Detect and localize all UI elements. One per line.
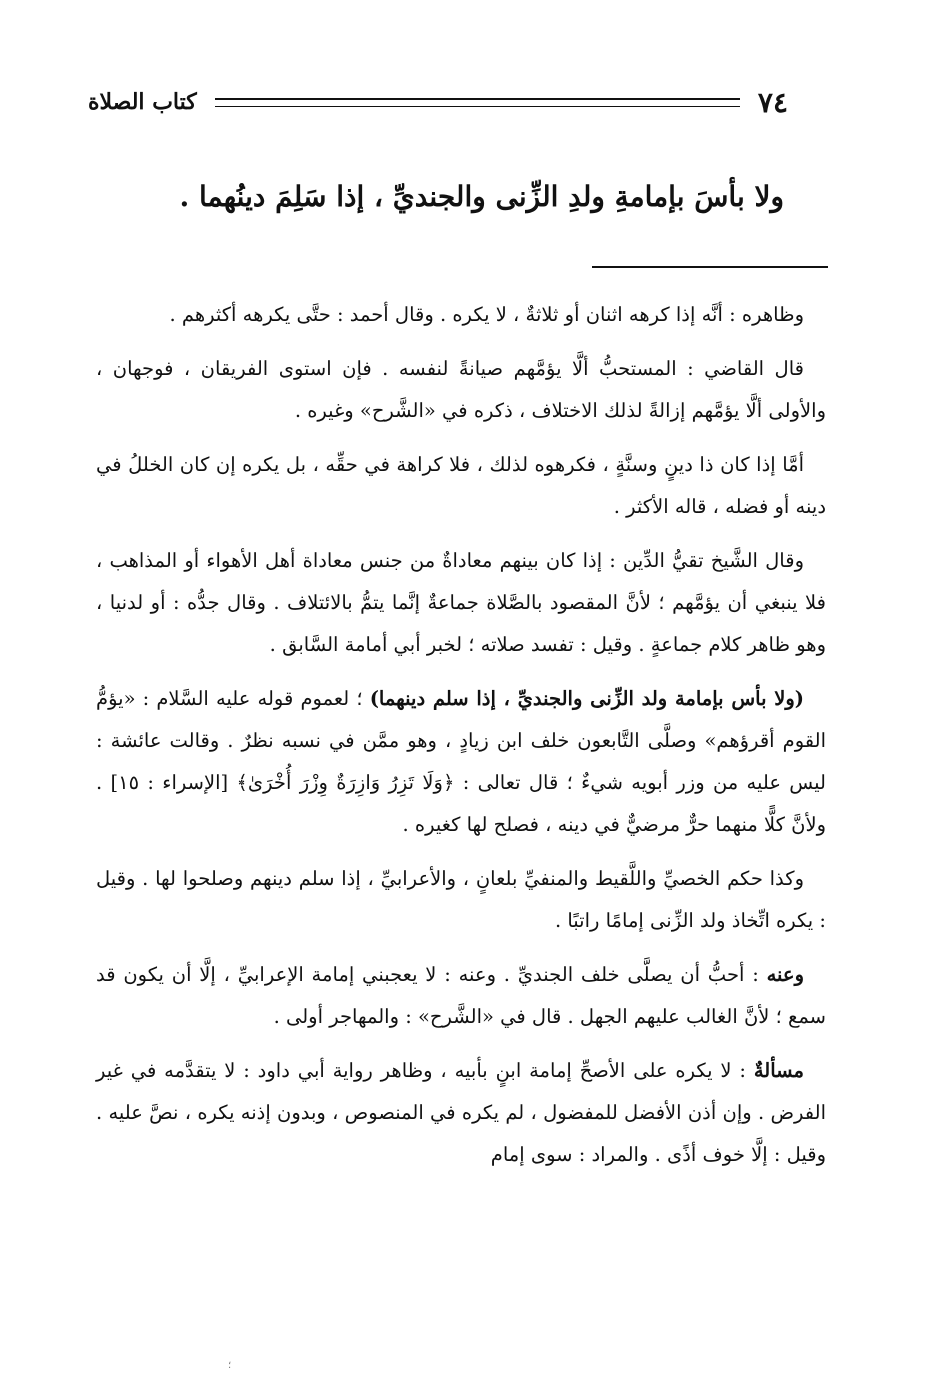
page-number: ٧٤ [757,85,788,119]
commentary-paragraph: أمَّا إذا كان ذا دينٍ وسنَّةٍ ، فكرهوه لذلك ، فلا كراهة في حقِّه ، بل يكره إن كان الخللُ في دينه أو فضله ، قاله الأكثر . [96,453,826,518]
matn-text: ولا بأسَ بإمامةِ ولدِ الزِّنى والجنديِّ ، إذا سَلِمَ دينُهما . [179,180,784,213]
separator-rule [592,266,828,268]
commentary-paragraph: (ولا بأس بإمامة ولد الزِّنى والجنديِّ ، إذا سلم دينهما) ؛ لعموم قوله عليه السَّلام : «يؤمُّ القوم أقرؤهم» وصلَّى التَّابعون خلف ابن زيادٍ ، وهو ممَّن في نسبه نظرٌ . وقالت عائشة : ليس عليه من وزر أبويه شيءٌ ؛ قال تعالى : ﴿وَلَا تَزِرُ وَازِرَةٌ وِزْرَ أُخْرَىٰ﴾ [الإسراء : ١٥] . ولأنَّ كلًّا منهما حرٌّ مرضيٌّ في دينه ، فصلح لها كغيره . [96,687,826,836]
header-rule [215,98,740,107]
matn-quote: (ولا بأس بإمامة ولد الزِّنى والجنديِّ ، إذا سلم دينهما) [369,687,804,710]
commentary-paragraph: قال القاضي : المستحبُّ ألَّا يؤمَّهم صيانةً لنفسه . فإن استوى الفريقان ، فوجهان ، والأولى ألَّا يؤمَّهم إزالةً لذلك الاختلاف ، ذكره في «الشَّرح» وغيره . [96,357,826,422]
commentary-paragraph: وعنه : أحبُّ أن يصلَّى خلف الجنديِّ . وعنه : لا يعجبني إمامة الإعرابيِّ ، إلَّا أن يكون قد سمع ؛ لأنَّ الغالب عليهم الجهل . قال في «الشَّرح» : والمهاجر أولى . [96,963,826,1028]
commentary-paragraph: مسألةٌ : لا يكره على الأصحِّ إمامة ابنٍ بأبيه ، وظاهر رواية أبي داود : لا يتقدَّمه في غير الفرض . وإن أذن الأفضل للمفضول ، لم يكره في المنصوص ، وبدون إذنه يكره ، نصَّ عليه . وقيل : إلَّا خوف أذًى . والمراد : سوى إمام [96,1059,826,1166]
commentary-paragraph: وقال الشَّيخ تقيُّ الدِّين : إذا كان بينهم معاداةٌ من جنس معاداة أهل الأهواء أو المذاهب ، فلا ينبغي أن يؤمَّهم ؛ لأنَّ المقصود بالصَّلاة جماعةٌ إنَّما يتمُّ بالائتلاف . وقال جدُّه : أو لدنيا ، وهو ظاهر كلام جماعةٍ . وقيل : تفسد صلاته ؛ لخبر أبي أمامة السَّابق . [96,549,826,656]
commentary-paragraph: وكذا حكم الخصيِّ واللَّقيط والمنفيِّ بلعانٍ ، والأعرابيِّ ، إذا سلم دينهم وصلحوا لها . وقيل : يكره اتِّخاذ ولد الزِّنى إمامًا راتبًا . [96,867,826,932]
book-title: كتاب الصلاة [88,89,197,115]
page-header [88,82,788,122]
lead-word: مسألةٌ [753,1059,804,1082]
lead-word: وعنه [766,963,804,986]
commentary-body [96,294,826,1188]
footer-mark: ؛ [228,1360,232,1371]
commentary-paragraph: وظاهره : أنَّه إذا كرهه اثنان أو ثلاثةٌ ، لا يكره . وقال أحمد : حتَّى يكرهه أكثرهم . [169,303,804,326]
